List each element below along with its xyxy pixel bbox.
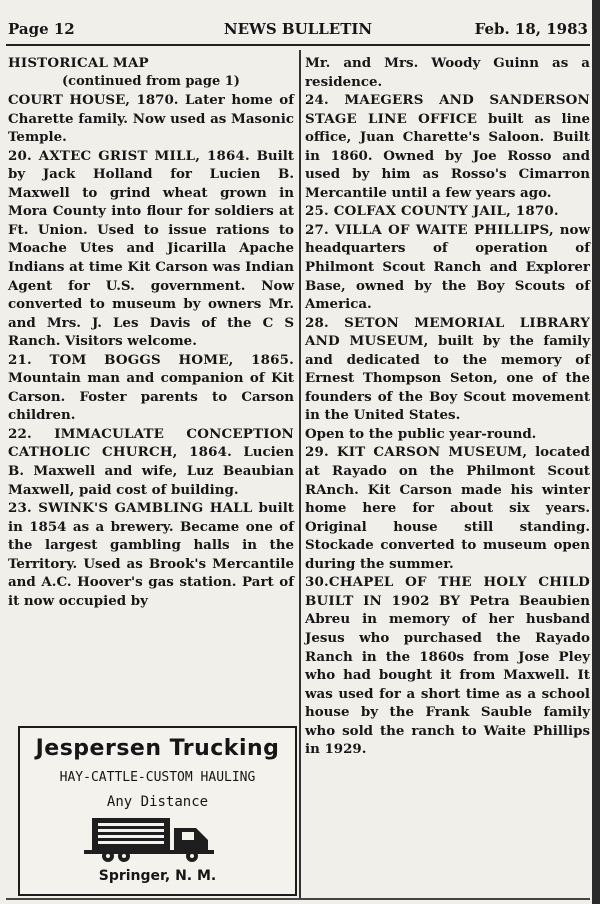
- issue-date: Feb. 18, 1983: [474, 20, 588, 38]
- entry-28: [305, 314, 590, 425]
- entry-25: [305, 202, 590, 221]
- entry-27-body: now headquarters of operation of Philmont Scout Ranch and Explorer Base, owned by the Boy Scouts of America.: [305, 221, 590, 313]
- page-header: [8, 20, 588, 46]
- page-edge: [592, 0, 600, 904]
- ad-location: Springer, N. M.: [98, 868, 217, 884]
- entry-28-body: built by the family and dedicated to the memory of Ernest Thompson Seton, one of the founders of the Boy Scout movement in the United States.: [305, 333, 590, 424]
- page-number: Page 12: [8, 20, 75, 38]
- entry-29-body: located at Rayado on the Philmont Scout RAnch. Kit Carson made his winter home here for about six years. Original house still standing. Stockade converted to museum open during the summer.: [305, 444, 590, 572]
- entry-24: [305, 91, 590, 202]
- bottom-rule: [6, 898, 590, 900]
- entry-30-body: Petra Beaubien Abreu in memory of her husband Jesus who purchased the Rayado Ranch in the 1860s from Jose Pley who had bought it from Maxwell. It was used for a short time as a school house by the Frank Sauble family who sold the ranch to Waite Phillips in 1929.: [305, 592, 590, 758]
- right-column: [305, 54, 590, 759]
- entry-22-body: Lucien B. Maxwell and wife, Luz Beaubian Maxwell, paid cost of building.: [8, 444, 294, 498]
- entry-22-title: 22. IMMACULATE CONCEPTION CATHOLIC CHURCH, 1864.: [8, 425, 294, 461]
- entry-23-body: built in 1854 as a brewery. Became one of the largest gambling halls in the Territory. Used as Brook's Mercantile and A.C. Hoover's gas station. Part of it now occupied by: [8, 500, 294, 609]
- entry-24-title: 24. MAEGERS AND SANDERSON STAGE LINE OFFICE: [305, 92, 590, 127]
- entry-27-title: 27. VILLA OF WAITE PHILLIPS,: [305, 221, 554, 238]
- entry-court-house: COURT HOUSE, 1870. Later home of Charette family. Now used as Masonic Temple.: [8, 92, 294, 146]
- entry-29-title: 29. KIT CARSON MUSEUM,: [305, 444, 528, 461]
- publication-title: NEWS BULLETIN: [223, 20, 373, 38]
- entry-28-title: 28. SETON MEMORIAL LIBRARY AND MUSEUM,: [305, 314, 590, 350]
- entry-21-body: Mountain man and companion of Kit Carson. Foster parents to Carson children.: [8, 370, 294, 424]
- entry-25-title: 25. COLFAX COUNTY JAIL, 1870.: [305, 203, 559, 220]
- entry-27: [305, 221, 590, 314]
- trucking-advertisement: [18, 726, 297, 896]
- entry-29: [305, 443, 590, 573]
- entry-23-continued: Mr. and Mrs. Woody Guinn as a residence.: [305, 55, 590, 90]
- entry-22: [8, 425, 294, 499]
- article-heading: [8, 54, 294, 91]
- entry-20-title: 20. AXTEC GRIST MILL, 1864.: [8, 147, 250, 164]
- entry-20: [8, 147, 294, 351]
- article-title: HISTORICAL MAP: [8, 55, 149, 71]
- entry-30: [305, 573, 590, 758]
- ad-services: HAY-CATTLE-CUSTOM HAULING: [59, 770, 256, 785]
- entry-20-body: Built by Jack Holland for Lucien B. Maxwell to grind wheat grown in Mora County into flour for soldiers at Ft. Union. Used to issue rations to Moache Utes and Jicarilla Apache Indians at time Kit Carson was Indian Agent for U.S. government. Now converted to museum by owners Mr. and Mrs. J. Les Davis of the C S Ranch. Visitors welcome.: [8, 147, 294, 350]
- header-rule: [6, 44, 590, 46]
- left-column: [8, 54, 294, 610]
- entry-21-title: 21. TOM BOGGS HOME, 1865.: [8, 351, 294, 368]
- continued-note: (continued from page 1): [62, 73, 240, 89]
- ad-company-name: Jespersen Trucking: [35, 736, 280, 761]
- entry-28-hours: Open to the public year-round.: [305, 425, 537, 442]
- entry-23: [8, 499, 294, 610]
- ad-distance: Any Distance: [106, 794, 209, 810]
- truck-icon: [84, 814, 224, 864]
- entry-24-body: built as line office, Juan Charette's Saloon. Built in 1860. Owned by Joe Rosso and used by him as Rosso's Cimarron Mercantile until a few years ago.: [305, 110, 590, 201]
- entry-30-title: 30.CHAPEL OF THE HOLY CHILD BUILT IN 1902 BY: [305, 574, 590, 609]
- column-divider: [299, 50, 301, 900]
- entry-23-title: 23. SWINK'S GAMBLING HALL: [8, 500, 253, 517]
- entry-21: [8, 351, 294, 425]
